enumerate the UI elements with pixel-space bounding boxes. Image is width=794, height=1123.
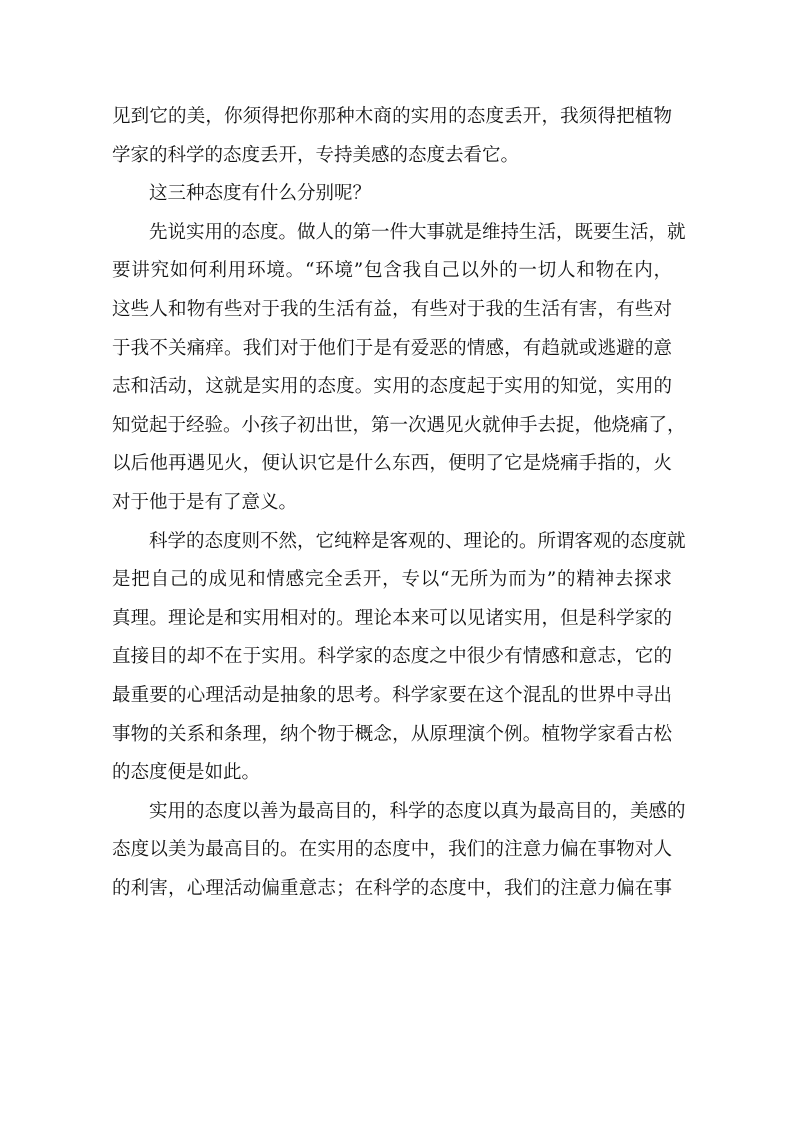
text-line: 先说实用的态度。做人的第一件大事就是维持生活，既要生活，就: [149, 221, 686, 243]
text-line: 直接目的却不在于实用。科学家的态度之中很少有情感和意志，它的: [112, 646, 672, 668]
text-line: 对于他于是有了意义。: [112, 491, 298, 513]
text-line: 知觉起于经验。小孩子初出世，第一次遇见火就伸手去捉，他烧痛了，: [112, 414, 686, 436]
text-line: 事物的关系和条理，纳个物于概念，从原理演个例。植物学家看古松: [112, 723, 672, 745]
text-line: 学家的科学的态度丢开，专持美感的态度去看它。: [112, 144, 520, 166]
text-line: 的态度便是如此。: [112, 762, 261, 784]
text-line: 于我不关痛痒。我们对于他们于是有爱恶的情感，有趋就或逃避的意: [112, 337, 672, 359]
text-line: 真理。理论是和实用相对的。理论本来可以见诸实用，但是科学家的: [112, 607, 672, 629]
text-line: 实用的态度以善为最高目的，科学的态度以真为最高目的，美感的: [149, 800, 686, 822]
text-line: 以后他再遇见火，便认识它是什么东西，便明了它是烧痛手指的，火: [112, 453, 672, 475]
document-page: [112, 98, 686, 908]
text-line: 态度以美为最高目的。在实用的态度中，我们的注意力偏在事物对人: [112, 839, 672, 861]
text-line: 见到它的美，你须得把你那种木商的实用的态度丢开，我须得把植物: [112, 106, 672, 127]
document-body: [112, 98, 686, 908]
text-line: 志和活动，这就是实用的态度。实用的态度起于实用的知觉，实用的: [112, 376, 672, 398]
text-line: 要讲究如何利用环境。“环境”包含我自己以外的一切人和物在内，: [112, 260, 672, 282]
text-line: 是把自己的成见和情感完全丢开，专以“无所为而为”的精神去探求: [112, 569, 672, 591]
text-line: 这三种态度有什么分别呢？: [149, 183, 372, 205]
text-line: 这些人和物有些对于我的生活有益，有些对于我的生活有害，有些对: [112, 298, 672, 320]
text-line: 科学的态度则不然，它纯粹是客观的、理论的。所谓客观的态度就: [149, 530, 686, 552]
text-line: 最重要的心理活动是抽象的思考。科学家要在这个混乱的世界中寻出: [112, 684, 672, 706]
text-line: 的利害，心理活动偏重意志；在科学的态度中，我们的注意力偏在事: [112, 877, 672, 899]
